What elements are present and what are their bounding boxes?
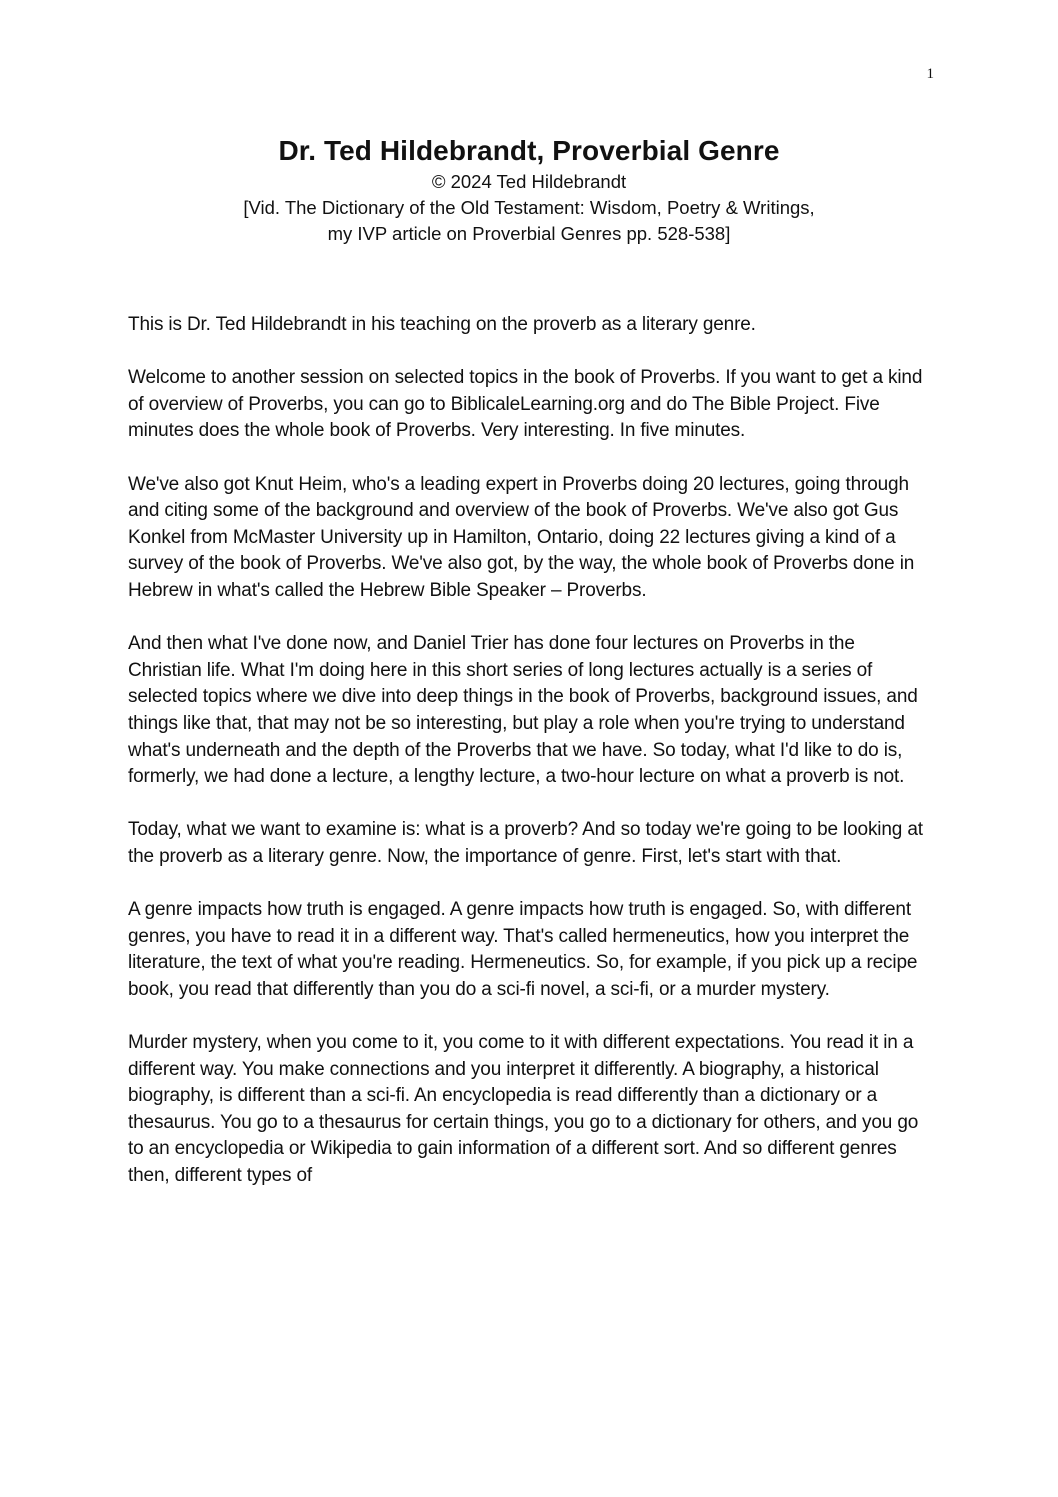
document-title: Dr. Ted Hildebrandt, Proverbial Genre — [278, 135, 780, 166]
reference-line-2: my IVP article on Proverbial Genres pp. 528-538] — [327, 223, 731, 244]
paragraph-murder-mystery: Murder mystery, when you come to it, you come to it with different expectations. You read it in a different way. You make connections and you interpret it differently. A biography, a historical biography, is different than a sci-fi. An encyclopedia is read differently than a dictionary or a thesaurus. You go to a thesaurus for certain things, you go to a dictionary for others, and you go to an encyclopedia or Wikipedia to gain information of a different sort. And so different genres then, different types of — [128, 1032, 919, 1186]
paragraph-genre-impact: A genre impacts how truth is engaged. A genre impacts how truth is engaged. So, with different genres, you have to read it in a different way. That's called hermeneutics, how you interpret the literature, the text of what you're reading. Hermeneutics. So, for example, if you pick up a recipe book, you read that differently than you do a sci-fi novel, a sci-fi, or a murder mystery. — [128, 899, 918, 1000]
paragraph-intro: This is Dr. Ted Hildebrandt in his teaching on the proverb as a literary genre. — [128, 314, 756, 335]
page-number: 1 — [926, 66, 934, 82]
paragraph-series: And then what I've done now, and Daniel Trier has done four lectures on Proverbs in the Christian life. What I'm doing here in this short series of long lectures actually is a series of selected topics where we dive into deep things in the book of Proverbs, background issues, and things like that, that may not be so interesting, but play a role when you're trying to understand what's underneath and the depth of the Proverbs that we have. So today, what I'd like to do is, formerly, we had done a lecture, a lengthy lecture, a two-hour lecture on what a proverb is not. — [128, 633, 918, 788]
copyright-line: © 2024 Ted Hildebrandt — [431, 171, 627, 192]
paragraph-welcome: Welcome to another session on selected topics in the book of Proverbs. If you want to get a kind of overview of Proverbs, you can go to BiblicaleLearning.org and do The Bible Project. Five minutes does the whole book of Proverbs. Very interesting. In five minutes. — [128, 367, 923, 442]
paragraph-resources: We've also got Knut Heim, who's a leading expert in Proverbs doing 20 lectures, going through and citing some of the background and overview of the book of Proverbs. We've also got Gus Konkel from McMaster University up in Hamilton, Ontario, doing 22 lectures giving a kind of a survey of the book of Proverbs. We've also got, by the way, the whole book of Proverbs done in Hebrew in what's called the Hebrew Bible Speaker – Proverbs. — [128, 473, 915, 601]
paragraph-question: Today, what we want to examine is: what is a proverb? And so today we're going to be looking at the proverb as a literary genre. Now, the importance of genre. First, let's start with that. — [128, 819, 923, 867]
document-body — [128, 312, 930, 1216]
reference-line-1: [Vid. The Dictionary of the Old Testament: Wisdom, Poetry & Writings, — [243, 197, 815, 218]
document-header — [128, 133, 930, 247]
